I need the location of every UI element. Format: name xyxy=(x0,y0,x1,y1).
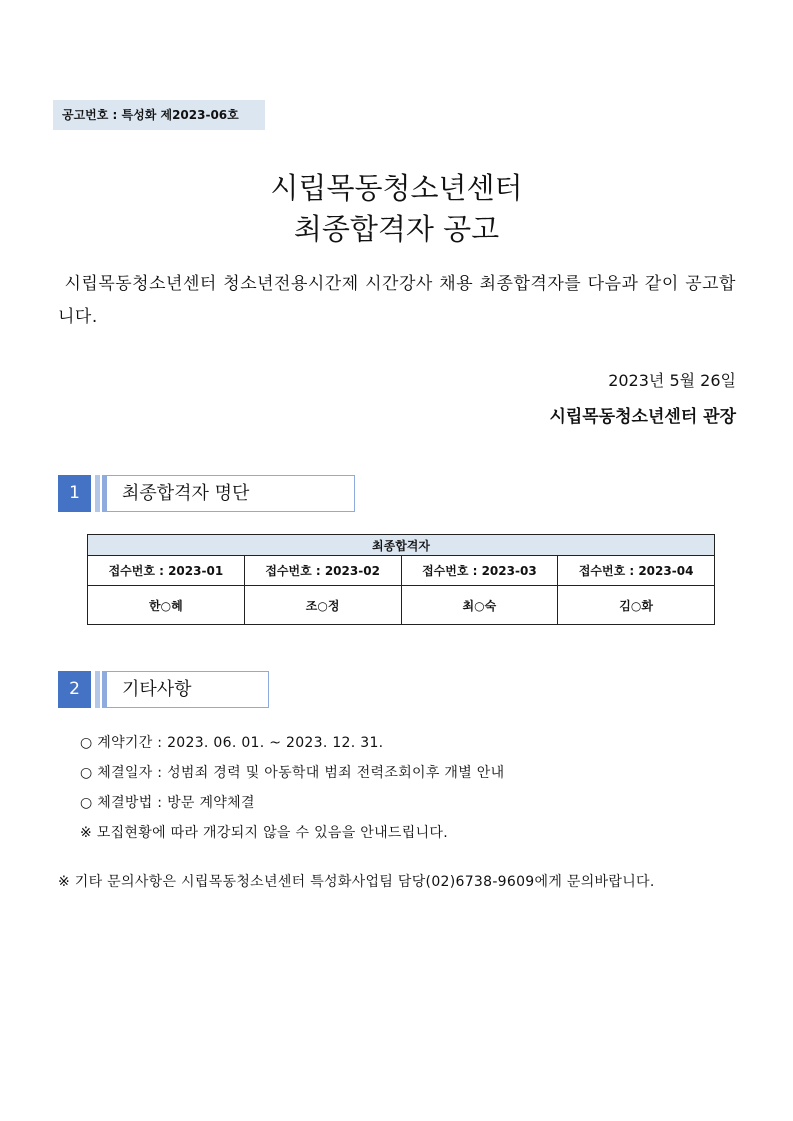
receipt-number-cell: 접수번호 : 2023-01 xyxy=(88,556,245,586)
signer: 시립목동청소년센터 관장 xyxy=(549,407,736,427)
accent-bar xyxy=(95,475,100,512)
section-title: 기타사항 xyxy=(107,671,269,708)
list-item: ※ 모집현황에 따라 개강되지 않을 수 있음을 안내드립니다. xyxy=(80,825,448,841)
name-cell: 최○숙 xyxy=(401,586,558,625)
name-cell: 한○혜 xyxy=(88,586,245,625)
list-item: ○ 계약기간 : 2023. 06. 01. ~ 2023. 12. 31. xyxy=(80,735,384,751)
list-item: ○ 체결일자 : 성범죄 경력 및 아동학대 범죄 전력조회이후 개별 안내 xyxy=(80,765,505,781)
intro-paragraph xyxy=(58,268,736,334)
receipt-number-cell: 접수번호 : 2023-03 xyxy=(401,556,558,586)
section-title: 최종합격자 명단 xyxy=(107,475,355,512)
list-item: ○ 체결방법 : 방문 계약체결 xyxy=(80,795,255,811)
receipt-number-cell: 접수번호 : 2023-04 xyxy=(558,556,715,586)
table-row xyxy=(88,556,715,586)
name-cell: 김○화 xyxy=(558,586,715,625)
section-number: 1 xyxy=(58,475,91,512)
intro-text: 시립목동청소년센터 청소년전용시간제 시간강사 채용 최종합격자를 다음과 같이 공고합니다. xyxy=(58,274,736,327)
notice-number: 공고번호 : 특성화 제2023-06호 xyxy=(53,100,265,130)
section-number: 2 xyxy=(58,671,91,708)
receipt-number-cell: 접수번호 : 2023-02 xyxy=(244,556,401,586)
details-list xyxy=(80,728,504,848)
table-header: 최종합격자 xyxy=(88,535,715,556)
announcement-date: 2023년 5월 26일 xyxy=(608,371,736,390)
title-line-2: 최종합격자 공고 xyxy=(293,212,500,246)
title-line-1: 시립목동청소년센터 xyxy=(270,171,523,205)
contact-note: ※ 기타 문의사항은 시립목동청소년센터 특성화사업팀 담당(02)6738-9609에게 문의바랍니다. xyxy=(58,874,655,890)
accent-bar xyxy=(95,671,100,708)
finalist-table xyxy=(87,534,715,625)
name-cell: 조○정 xyxy=(244,586,401,625)
table-row xyxy=(88,586,715,625)
